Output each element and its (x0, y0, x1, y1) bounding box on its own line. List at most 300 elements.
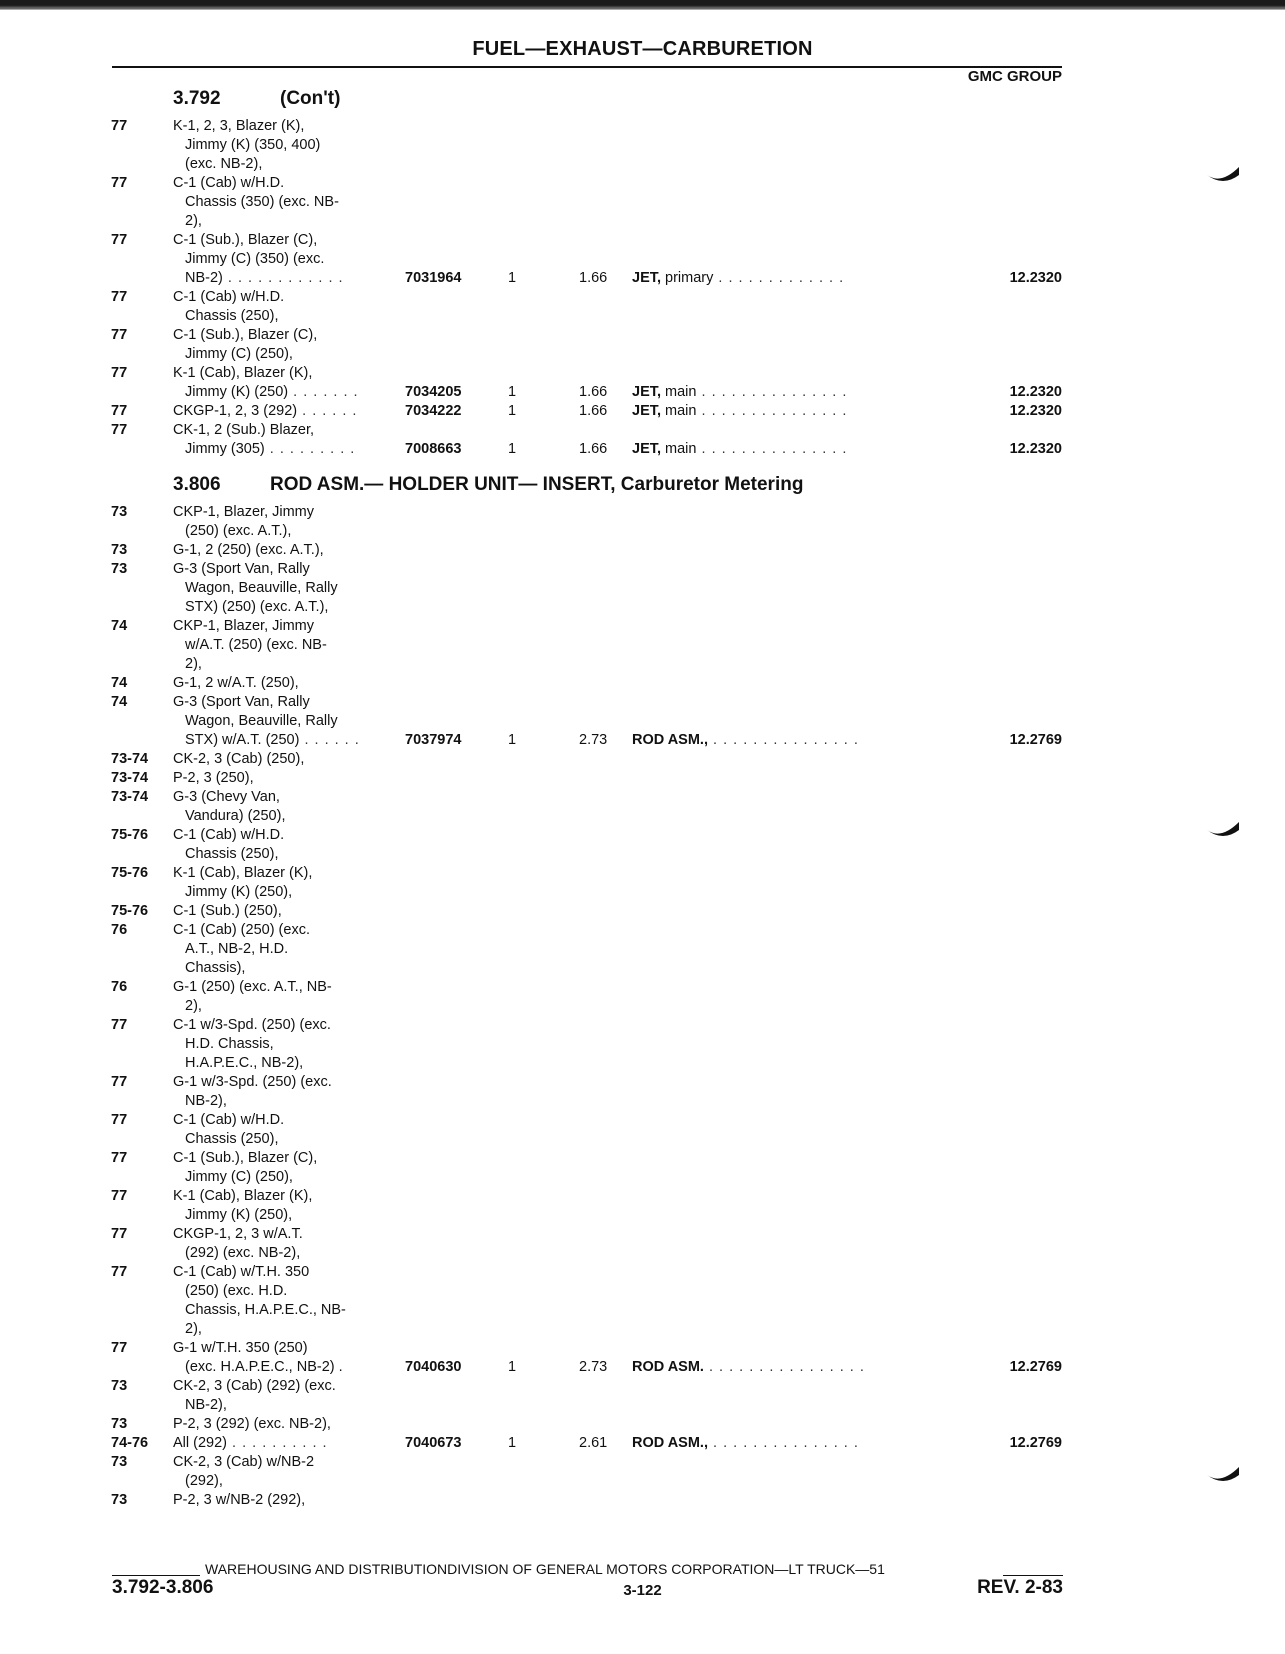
description-text: Jimmy (K) (350, 400) (185, 137, 321, 153)
application-description (173, 503, 314, 522)
part-row (0, 402, 1285, 421)
application-description (173, 1415, 331, 1434)
description-text: C-1 (Sub.), Blazer (C), (173, 1150, 318, 1166)
application-description (173, 1263, 309, 1282)
part-number: 7040673 (405, 1435, 462, 1451)
application-line (0, 1187, 1285, 1206)
application-description (185, 598, 328, 617)
application-description (185, 1092, 227, 1111)
application-line (0, 693, 1285, 712)
application-description (173, 617, 314, 636)
description-text: A.T., NB-2, H.D. (185, 941, 289, 957)
part-row (0, 731, 1285, 750)
application-line (0, 940, 1285, 959)
application-description (185, 1244, 300, 1263)
model-year: 75-76 (111, 903, 149, 919)
application-line (0, 503, 1285, 522)
description-text: NB-2) (185, 270, 223, 286)
application-description (173, 1453, 314, 1472)
application-description (173, 174, 284, 193)
application-description (185, 883, 292, 902)
part-name (632, 383, 847, 402)
description-text: Chassis), (185, 960, 246, 976)
part-number: 7034222 (405, 403, 462, 419)
section-number: 3.806 (173, 474, 221, 495)
application-description (173, 1434, 328, 1453)
footer-text: WAREHOUSING AND DISTRIBUTIONDIVISION OF GENERAL MOTORS CORPORATION—LT TRUCK—51 (205, 1561, 885, 1577)
application-description (173, 693, 310, 712)
part-row (0, 269, 1285, 288)
part-name (632, 731, 859, 750)
part-name-bold: ROD ASM. (632, 1359, 704, 1375)
description-text: K-1 (Cab), Blazer (K), (173, 365, 313, 381)
application-line (0, 1396, 1285, 1415)
footer-rule-left (112, 1575, 200, 1576)
description-text: CK-2, 3 (Cab) w/NB-2 (173, 1454, 315, 1470)
part-name-bold: JET, (632, 270, 662, 286)
application-description (173, 1339, 308, 1358)
application-description (185, 845, 278, 864)
part-name-bold: JET, (632, 441, 662, 457)
application-description (185, 269, 344, 288)
application-description (173, 541, 324, 560)
description-text: (exc. NB-2), (185, 156, 263, 172)
model-year: 77 (111, 1074, 128, 1090)
application-line (0, 617, 1285, 636)
description-text: Wagon, Beauville, Rally (185, 713, 338, 729)
application-line (0, 212, 1285, 231)
application-line (0, 1073, 1285, 1092)
description-text: G-1, 2 (250) (exc. A.T.), (173, 542, 324, 558)
application-description (173, 769, 254, 788)
model-year: 74 (111, 694, 128, 710)
footer-revision: REV. 2-83 (977, 1577, 1063, 1598)
application-description (173, 1187, 312, 1206)
price: 2.73 (579, 732, 608, 748)
application-description (173, 978, 332, 997)
description-text: Chassis (350) (exc. NB- (185, 194, 339, 210)
application-line (0, 345, 1285, 364)
description-text: C-1 (Sub.), Blazer (C), (173, 327, 318, 343)
application-line (0, 1225, 1285, 1244)
application-description (173, 1149, 317, 1168)
description-text: (250) (exc. H.D. (185, 1283, 288, 1299)
application-description (173, 1111, 284, 1130)
description-text: Jimmy (305) (185, 441, 265, 457)
model-year: 74-76 (111, 1435, 149, 1451)
model-year: 77 (111, 175, 128, 191)
model-year: 77 (111, 1112, 128, 1128)
model-year: 73 (111, 561, 128, 577)
application-description (185, 136, 320, 155)
price: 1.66 (579, 441, 608, 457)
description-text: STX) w/A.T. (250) (185, 732, 300, 748)
application-line (0, 1206, 1285, 1225)
page-title: FUEL—EXHAUST—CARBURETION (472, 38, 813, 60)
application-description (173, 560, 310, 579)
model-year: 73 (111, 1378, 128, 1394)
application-description (185, 345, 293, 364)
application-description (173, 1377, 336, 1396)
part-name (632, 269, 844, 288)
group-number: 12.2320 (1009, 270, 1062, 286)
description-text: K-1 (Cab), Blazer (K), (173, 865, 313, 881)
application-line (0, 1244, 1285, 1263)
application-line (0, 1263, 1285, 1282)
application-line (0, 541, 1285, 560)
application-line (0, 959, 1285, 978)
description-text: Jimmy (K) (250), (185, 1207, 293, 1223)
application-description (173, 1016, 331, 1035)
application-description (185, 212, 202, 231)
description-text: w/A.T. (250) (exc. NB- (185, 637, 327, 653)
application-description (185, 1054, 303, 1073)
part-number: 7031964 (405, 270, 462, 286)
description-text: Jimmy (C) (250), (185, 346, 293, 362)
quantity: 1 (508, 270, 517, 286)
group-number: 12.2320 (1009, 403, 1062, 419)
application-line (0, 1282, 1285, 1301)
section-title: (Con't) (280, 88, 341, 109)
part-name-bold: JET, (632, 384, 662, 400)
part-name-qualifier: main (661, 384, 697, 400)
application-line (0, 1149, 1285, 1168)
part-number: 7037974 (405, 732, 462, 748)
description-text: 2), (185, 656, 202, 672)
description-text: G-1 w/T.H. 350 (250) (173, 1340, 308, 1356)
application-description (185, 1168, 293, 1187)
description-text: C-1 w/3-Spd. (250) (exc. (173, 1017, 331, 1033)
part-name-qualifier: main (661, 441, 697, 457)
description-text: Chassis (250), (185, 308, 279, 324)
binder-hole-mark-1 (1205, 165, 1241, 185)
description-text: Chassis (250), (185, 846, 279, 862)
application-description (185, 522, 291, 541)
application-description (173, 421, 314, 440)
application-description (173, 364, 312, 383)
part-name-bold: JET, (632, 403, 662, 419)
application-description (185, 731, 360, 750)
leader-dots: . . . . . . . . . . . . . . . (696, 384, 848, 400)
application-line (0, 1168, 1285, 1187)
application-line (0, 978, 1285, 997)
description-text: (exc. H.A.P.E.C., NB-2) . (185, 1359, 343, 1375)
part-number: 7040630 (405, 1359, 462, 1375)
description-text: C-1 (Cab) w/H.D. (173, 1112, 285, 1128)
application-line (0, 902, 1285, 921)
group-label: GMC GROUP (967, 68, 1062, 85)
part-name (632, 1434, 859, 1453)
model-year: 73 (111, 542, 128, 558)
description-text: G-1 (250) (exc. A.T., NB- (173, 979, 332, 995)
quantity: 1 (508, 384, 517, 400)
application-line (0, 1111, 1285, 1130)
part-row (0, 1358, 1285, 1377)
model-year: 75-76 (111, 827, 149, 843)
description-text: CK-2, 3 (Cab) (292) (exc. (173, 1378, 336, 1394)
application-description (173, 788, 280, 807)
application-line (0, 1491, 1285, 1510)
description-text: G-1, 2 w/A.T. (250), (173, 675, 299, 691)
application-line (0, 655, 1285, 674)
application-description (173, 921, 310, 940)
description-text: H.D. Chassis, (185, 1036, 274, 1052)
application-description (185, 807, 285, 826)
application-description (173, 1225, 303, 1244)
application-description (173, 231, 317, 250)
application-line (0, 364, 1285, 383)
application-description (173, 864, 312, 883)
model-year: 77 (111, 365, 128, 381)
description-text: CKP-1, Blazer, Jimmy (173, 618, 314, 634)
application-description (185, 307, 278, 326)
description-text: CK-2, 3 (Cab) (250), (173, 751, 305, 767)
leader-dots: . . . . . . . . . . . . . . . (708, 1435, 859, 1451)
application-line (0, 579, 1285, 598)
application-description (173, 826, 284, 845)
application-description (185, 1320, 202, 1339)
description-text: CKGP-1, 2, 3 w/A.T. (173, 1226, 303, 1242)
application-line (0, 1035, 1285, 1054)
price: 1.66 (579, 403, 608, 419)
price: 1.66 (579, 270, 608, 286)
leader-dots: . . . . . . . (288, 384, 359, 400)
application-line (0, 598, 1285, 617)
part-number: 7008663 (405, 441, 462, 457)
application-description (185, 579, 338, 598)
description-text: G-1 w/3-Spd. (250) (exc. (173, 1074, 332, 1090)
description-text: C-1 (Cab) w/H.D. (173, 827, 285, 843)
description-text: G-3 (Sport Van, Rally (173, 561, 310, 577)
description-text: Vandura) (250), (185, 808, 286, 824)
application-description (173, 750, 304, 769)
description-text: C-1 (Cab) w/H.D. (173, 175, 285, 191)
description-text: (292) (exc. NB-2), (185, 1245, 301, 1261)
leader-dots: . . . . . . (299, 732, 360, 748)
application-description (185, 997, 202, 1016)
description-text: C-1 (Sub.) (250), (173, 903, 282, 919)
description-text: P-2, 3 (292) (exc. NB-2), (173, 1416, 331, 1432)
part-name (632, 402, 847, 421)
application-line (0, 1320, 1285, 1339)
description-text: NB-2), (185, 1397, 227, 1413)
application-description (173, 402, 357, 421)
application-description (173, 674, 299, 693)
application-line (0, 1054, 1285, 1073)
application-description (185, 1035, 274, 1054)
application-line (0, 307, 1285, 326)
application-line (0, 712, 1285, 731)
group-number: 12.2320 (1009, 384, 1062, 400)
part-name (632, 1358, 865, 1377)
application-line (0, 522, 1285, 541)
application-line (0, 1016, 1285, 1035)
description-text: Jimmy (K) (250), (185, 884, 293, 900)
application-description (185, 1301, 346, 1320)
application-description (173, 117, 304, 136)
model-year: 77 (111, 289, 128, 305)
model-year: 77 (111, 118, 128, 134)
model-year: 74 (111, 675, 128, 691)
part-row (0, 383, 1285, 402)
description-text: STX) (250) (exc. A.T.), (185, 599, 329, 615)
description-text: CKGP-1, 2, 3 (292) (173, 403, 298, 419)
application-description (173, 326, 317, 345)
description-text: K-1 (Cab), Blazer (K), (173, 1188, 313, 1204)
model-year: 77 (111, 1150, 128, 1166)
description-text: 2), (185, 213, 202, 229)
application-line (0, 155, 1285, 174)
binder-hole-mark-2 (1205, 820, 1241, 840)
application-line (0, 231, 1285, 250)
application-line (0, 1415, 1285, 1434)
description-text: C-1 (Cab) w/H.D. (173, 289, 285, 305)
application-line (0, 117, 1285, 136)
application-line (0, 826, 1285, 845)
model-year: 77 (111, 232, 128, 248)
application-line (0, 921, 1285, 940)
part-number: 7034205 (405, 384, 462, 400)
description-text: CKP-1, Blazer, Jimmy (173, 504, 314, 520)
application-description (185, 440, 355, 459)
application-line (0, 288, 1285, 307)
leader-dots: . . . . . . . . . . . . . . . . (703, 1359, 865, 1375)
application-line (0, 250, 1285, 269)
group-number: 12.2769 (1009, 1359, 1062, 1375)
application-line (0, 788, 1285, 807)
model-year: 77 (111, 1340, 128, 1356)
description-text: All (292) (173, 1435, 227, 1451)
binder-hole-mark-3 (1205, 1465, 1241, 1485)
application-line (0, 1377, 1285, 1396)
application-line (0, 326, 1285, 345)
application-description (185, 250, 324, 269)
leader-dots: . . . . . . (297, 403, 358, 419)
application-line (0, 136, 1285, 155)
model-year: 77 (111, 327, 128, 343)
model-year: 77 (111, 1264, 128, 1280)
model-year: 73 (111, 1416, 128, 1432)
application-description (173, 288, 284, 307)
application-description (185, 383, 359, 402)
part-name-bold: ROD ASM., (632, 732, 708, 748)
application-line (0, 636, 1285, 655)
description-text: P-2, 3 (250), (173, 770, 254, 786)
description-text: H.A.P.E.C., NB-2), (185, 1055, 304, 1071)
scan-edge-bar (0, 0, 1285, 9)
application-description (185, 1282, 287, 1301)
model-year: 73 (111, 504, 128, 520)
application-description (185, 940, 288, 959)
application-description (185, 959, 245, 978)
leader-dots: . . . . . . . . . (264, 441, 356, 457)
application-line (0, 997, 1285, 1016)
application-line (0, 807, 1285, 826)
model-year: 77 (111, 403, 128, 419)
description-text: 2), (185, 998, 202, 1014)
footer-section-range: 3.792-3.806 (112, 1577, 214, 1598)
model-year: 73-74 (111, 770, 149, 786)
quantity: 1 (508, 441, 517, 457)
application-description (185, 712, 338, 731)
application-line (0, 1339, 1285, 1358)
application-description (173, 902, 282, 921)
quantity: 1 (508, 1359, 517, 1375)
leader-dots: . . . . . . . . . . . . . . . (708, 732, 859, 748)
section-number: 3.792 (173, 88, 221, 109)
model-year: 74 (111, 618, 128, 634)
description-text: C-1 (Cab) (250) (exc. (173, 922, 310, 938)
price: 2.73 (579, 1359, 608, 1375)
description-text: G-3 (Chevy Van, (173, 789, 280, 805)
application-description (173, 1073, 332, 1092)
description-text: Jimmy (C) (350) (exc. (185, 251, 325, 267)
description-text: Jimmy (C) (250), (185, 1169, 293, 1185)
part-name-bold: ROD ASM., (632, 1435, 708, 1451)
footer-rule-right (1003, 1575, 1063, 1576)
application-line (0, 674, 1285, 693)
application-description (185, 193, 339, 212)
description-text: C-1 (Cab) w/T.H. 350 (173, 1264, 310, 1280)
application-line (0, 1472, 1285, 1491)
application-line (0, 769, 1285, 788)
application-description (185, 1358, 343, 1377)
section-title: ROD ASM.— HOLDER UNIT— INSERT, Carburetor Metering (270, 474, 804, 495)
application-line (0, 421, 1285, 440)
application-description (185, 636, 327, 655)
description-text: CK-1, 2 (Sub.) Blazer, (173, 422, 315, 438)
price: 2.61 (579, 1435, 608, 1451)
description-text: C-1 (Sub.), Blazer (C), (173, 232, 318, 248)
application-line (0, 750, 1285, 769)
group-number: 12.2769 (1009, 1435, 1062, 1451)
description-text: K-1, 2, 3, Blazer (K), (173, 118, 305, 134)
application-description (185, 1130, 278, 1149)
application-line (0, 1092, 1285, 1111)
part-name-qualifier: main (661, 403, 697, 419)
description-text: G-3 (Sport Van, Rally (173, 694, 310, 710)
model-year: 73-74 (111, 751, 149, 767)
description-text: Chassis (250), (185, 1131, 279, 1147)
model-year: 73 (111, 1492, 128, 1508)
application-description (185, 655, 202, 674)
application-line (0, 174, 1285, 193)
application-line (0, 193, 1285, 212)
description-text: P-2, 3 w/NB-2 (292), (173, 1492, 306, 1508)
quantity: 1 (508, 732, 517, 748)
leader-dots: . . . . . . . . . . . . (222, 270, 344, 286)
model-year: 73 (111, 1454, 128, 1470)
description-text: NB-2), (185, 1093, 227, 1109)
application-line (0, 1130, 1285, 1149)
application-line (0, 560, 1285, 579)
group-number: 12.2320 (1009, 441, 1062, 457)
leader-dots: . . . . . . . . . . . . . . . (696, 403, 848, 419)
quantity: 1 (508, 1435, 517, 1451)
quantity: 1 (508, 403, 517, 419)
application-description (185, 1472, 223, 1491)
leader-dots: . . . . . . . . . . . . . (713, 270, 845, 286)
description-text: 2), (185, 1321, 202, 1337)
price: 1.66 (579, 384, 608, 400)
part-name (632, 440, 847, 459)
description-text: Jimmy (K) (250) (185, 384, 289, 400)
application-line (0, 864, 1285, 883)
description-text: (292), (185, 1473, 223, 1489)
leader-dots: . . . . . . . . . . (227, 1435, 328, 1451)
model-year: 77 (111, 1226, 128, 1242)
application-description (185, 1396, 227, 1415)
